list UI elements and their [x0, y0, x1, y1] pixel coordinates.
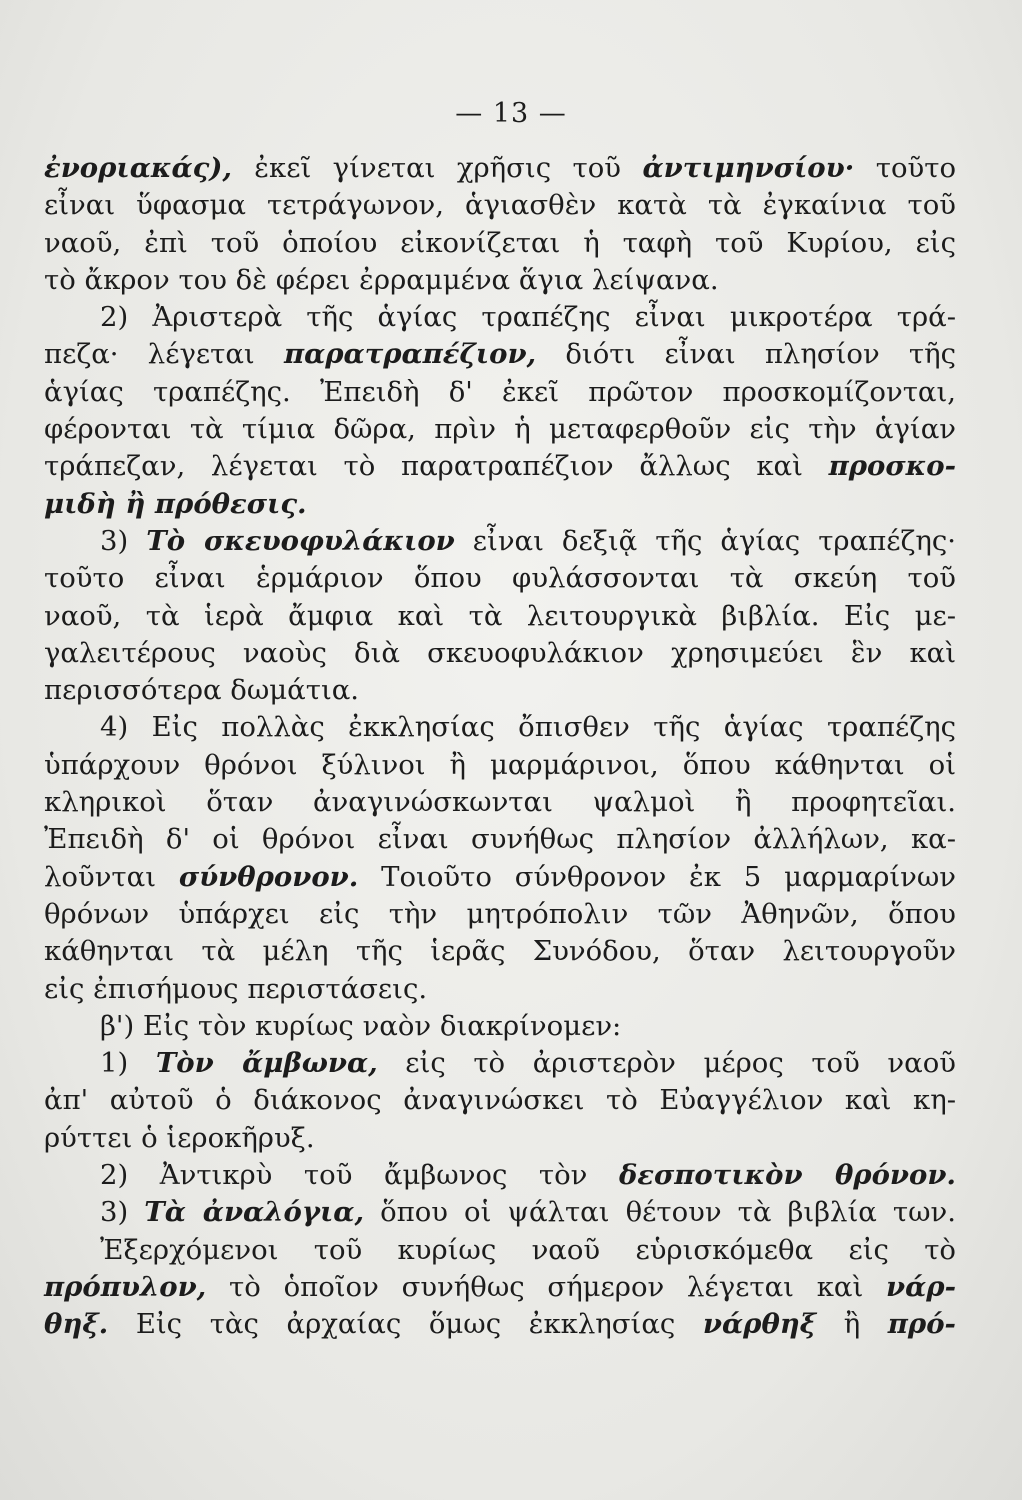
emphasized-term: νάρ- — [886, 1270, 956, 1303]
text-line — [44, 523, 956, 560]
text-run: ἁγίας τραπέζης. Ἐπειδὴ δ' ἐκεῖ πρῶτον προσκομίζονται, — [44, 375, 956, 408]
text-run: τοῦτο — [854, 152, 956, 184]
text-run: ναοῦ, ἐπὶ τοῦ ὁποίου εἰκονίζεται ἡ ταφὴ τοῦ Κυρίου, εἰς — [44, 226, 956, 259]
text-line — [44, 859, 956, 896]
text-run: διότι εἶναι πλησίον τῆς — [536, 338, 956, 371]
text-run: 1) — [100, 1047, 156, 1080]
text-line — [44, 187, 956, 224]
text-line — [44, 598, 956, 635]
text-line — [44, 709, 956, 746]
text-line — [44, 411, 956, 448]
text-run: ὅπου οἱ ψάλται θέτουν τὰ βιβλία των. — [364, 1196, 956, 1229]
emphasized-term: Τὸν ἄμβωνα, — [155, 1047, 378, 1080]
text-line — [44, 486, 956, 523]
text-run: Εἰς τὰς ἀρχαίας ὅμως ἐκκλησίας — [108, 1308, 703, 1341]
text-line — [44, 1269, 956, 1306]
text-line — [44, 299, 956, 336]
text-line — [44, 784, 956, 821]
emphasized-term: μιδὴ ἢ πρόθεσις. — [44, 487, 307, 520]
emphasized-term: Τὰ ἀναλόγια, — [144, 1196, 365, 1229]
emphasized-term: σύνθρονον. — [178, 860, 359, 893]
text-run: τὸ ἄκρον του δὲ φέρει ἐρραμμένα ἅγια λείψανα. — [44, 263, 719, 296]
text-run: 2) Ἀντικρὺ τοῦ ἄμβωνος τὸν — [100, 1159, 619, 1192]
text-line — [44, 448, 956, 485]
text-run: κάθηνται τὰ μέλη τῆς ἱερᾶς Συνόδου, ὅταν λειτουργοῦν — [44, 935, 956, 968]
text-line — [44, 672, 956, 709]
text-line — [44, 1082, 956, 1119]
text-run: εἶναι δεξιᾷ τῆς ἁγίας τραπέζης· — [454, 524, 957, 557]
emphasized-term: θηξ. — [44, 1308, 109, 1341]
text-line — [44, 933, 956, 970]
emphasized-term: παρατραπέζιον, — [283, 338, 537, 371]
text-line — [44, 1232, 956, 1269]
text-run: γαλειτέρους ναοὺς διὰ σκευοφυλάκιον χρησιμεύει ἓν καὶ — [44, 636, 956, 669]
text-run: εἰς ἐπισήμους περιστάσεις. — [44, 972, 428, 1005]
text-run: εἰς τὸ ἀριστερὸν μέρος τοῦ ναοῦ — [377, 1047, 956, 1080]
text-line — [44, 150, 956, 187]
text-run: ἐκεῖ γίνεται χρῆσις τοῦ — [254, 152, 643, 184]
text-run: Ἐπειδὴ δ' οἱ θρόνοι εἶναι συνήθως πλησίον ἀλλήλων, κα- — [44, 823, 956, 856]
text-line — [44, 1045, 956, 1082]
emphasized-term: νάρθηξ — [702, 1308, 817, 1341]
text-run: τοῦτο εἶναι ἑρμάριον ὅπου φυλάσσονται τὰ σκεύη τοῦ — [44, 562, 956, 595]
text-run: 2) Ἀριστερὰ τῆς ἁγίας τραπέζης εἶναι μικροτέρα τρά- — [100, 301, 956, 334]
text-line — [44, 1008, 956, 1045]
text-run: 3) — [100, 1196, 145, 1229]
text-run: ὑπάρχουν θρόνοι ξύλινοι ἢ μαρμάρινοι, ὅπου κάθηνται οἱ — [44, 748, 956, 781]
text-line — [44, 747, 956, 784]
text-line — [44, 896, 956, 933]
text-line — [44, 1157, 956, 1194]
emphasized-term: δεσποτικὸν θρόνον. — [618, 1159, 957, 1192]
text-line — [44, 560, 956, 597]
text-run: τὸ ὁποῖον συνήθως σήμερον λέγεται καὶ — [206, 1270, 887, 1303]
emphasized-term: πρό- — [887, 1308, 956, 1341]
emphasized-term: ἐνοριακάς), — [44, 152, 255, 184]
text-line — [44, 374, 956, 411]
text-run: Ἐξερχόμενοι τοῦ κυρίως ναοῦ εὑρισκόμεθα εἰς τὸ — [100, 1233, 956, 1266]
emphasized-term: προσκο- — [828, 450, 956, 483]
text-line — [44, 1120, 956, 1157]
text-line — [44, 635, 956, 672]
text-run: ἀπ' αὐτοῦ ὁ διάκονος ἀναγινώσκει τὸ Εὐαγγέλιον καὶ κη- — [44, 1084, 956, 1117]
emphasized-term: ἀντιμηνσίου· — [642, 152, 855, 184]
text-line — [44, 262, 956, 299]
text-run: πεζα· λέγεται — [44, 338, 284, 371]
text-run: τράπεζαν, λέγεται τὸ παρατραπέζιον ἄλλως καὶ — [44, 450, 829, 483]
text-line — [44, 1306, 956, 1343]
text-line — [44, 971, 956, 1008]
text-run: λοῦνται — [44, 860, 179, 893]
emphasized-term: Τὸ σκευοφυλάκιον — [146, 524, 455, 557]
text-run: θρόνων ὑπάρχει εἰς τὴν μητρόπολιν τῶν Ἀθηνῶν, ὅπου — [44, 897, 956, 930]
page-number: — 13 — — [455, 98, 567, 129]
text-line — [44, 225, 956, 262]
emphasized-term: πρόπυλον, — [44, 1270, 207, 1303]
text-run: Τοιοῦτο σύνθρονον ἐκ 5 μαρμαρίνων — [358, 860, 956, 893]
text-run: ναοῦ, τὰ ἱερὰ ἄμφια καὶ τὰ λειτουργικὰ βιβλία. Εἰς με- — [44, 599, 956, 632]
text-line — [44, 1194, 956, 1231]
text-run: φέρονται τὰ τίμια δῶρα, πρὶν ἡ μεταφερθοῦν εἰς τὴν ἁγίαν — [44, 413, 956, 446]
text-run: 4) Εἰς πολλὰς ἐκκλησίας ὄπισθεν τῆς ἁγίας τραπέζης — [100, 711, 956, 744]
text-run: εἶναι ὕφασμα τετράγωνον, ἁγιασθὲν κατὰ τὰ ἐγκαίνια τοῦ — [44, 189, 956, 222]
text-run: 3) — [100, 524, 147, 557]
text-run: κληρικοὶ ὅταν ἀναγινώσκωνται ψαλμοὶ ἢ προφητεῖαι. — [44, 786, 956, 819]
body-text — [44, 150, 956, 1344]
text-line — [44, 821, 956, 858]
text-line — [44, 336, 956, 373]
text-run: περισσότερα δωμάτια. — [44, 674, 360, 707]
text-run: β') Εἰς τὸν κυρίως ναὸν διακρίνομεν: — [100, 1009, 622, 1042]
text-run: ἢ — [816, 1308, 888, 1341]
text-run: ρύττει ὁ ἱεροκῆρυξ. — [44, 1121, 315, 1154]
